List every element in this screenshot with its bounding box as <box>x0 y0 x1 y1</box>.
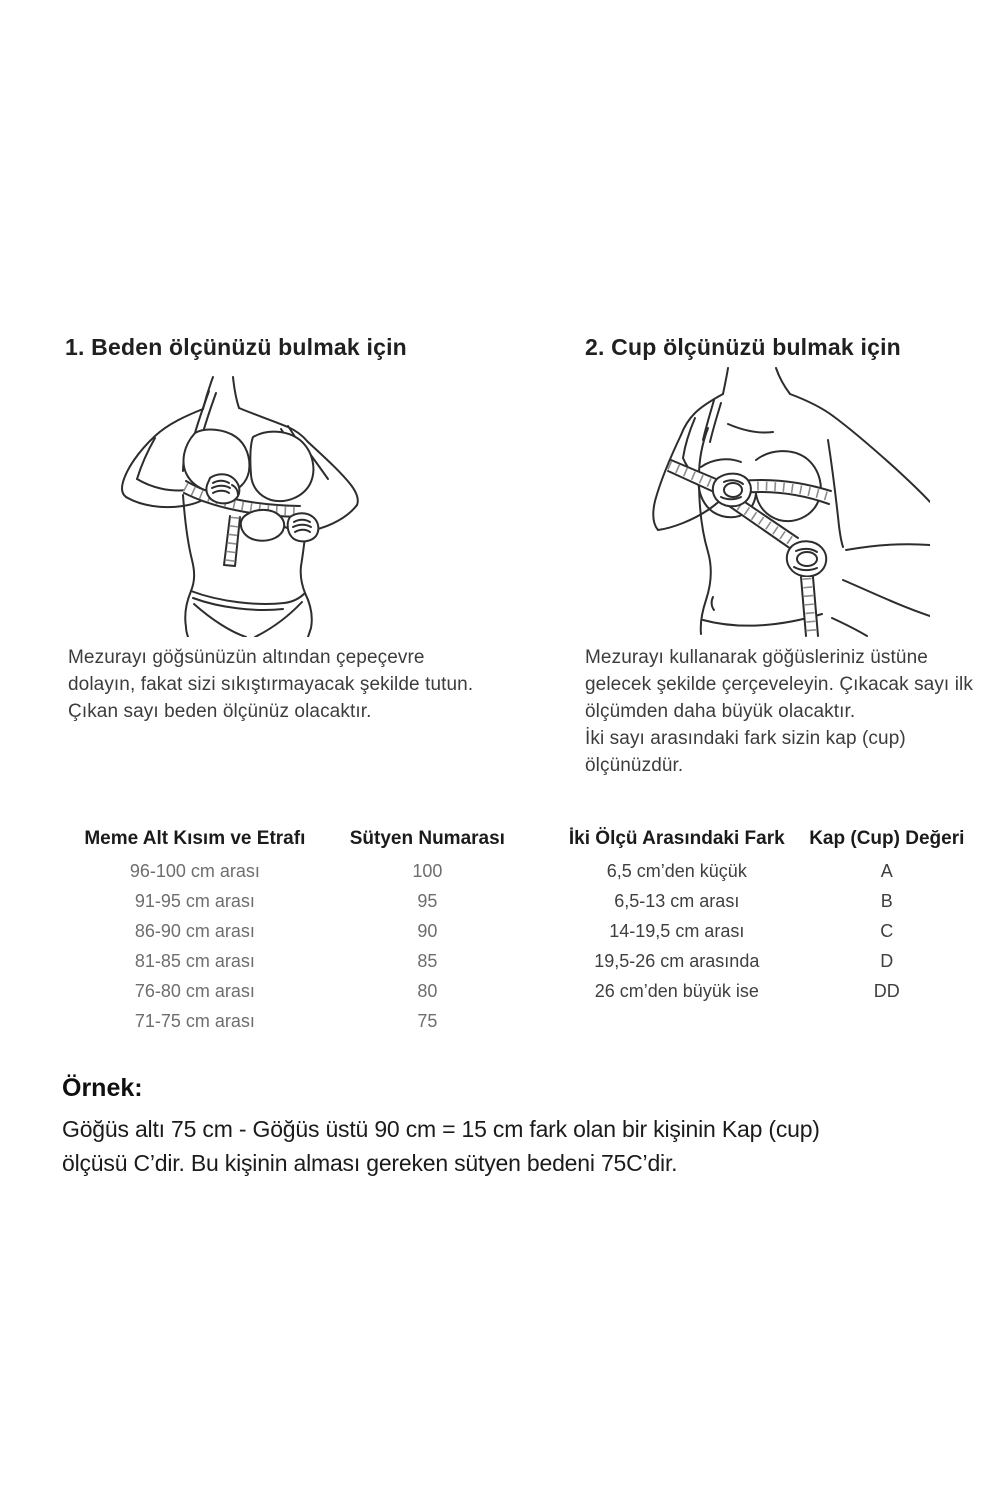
cup-table-header-value: Kap (Cup) Değeri <box>809 828 965 849</box>
cup-size-table <box>555 822 975 1006</box>
band-table-header-row <box>60 822 525 856</box>
example-text-line2: ölçüsü C’dir. Bu kişinin alması gereken sütyen bedeni 75C’dir. <box>62 1150 678 1176</box>
band-range-cell: 96-100 cm arası <box>129 860 260 881</box>
band-size-cell: 90 <box>417 920 438 941</box>
band-size-cell: 80 <box>417 980 438 1001</box>
example-section <box>62 1074 962 1180</box>
cup-table-header-row <box>555 822 975 856</box>
band-size-section-heading: 1. Beden ölçünüzü bulmak için <box>65 334 407 360</box>
cup-value-cell: D <box>880 950 894 971</box>
example-text-line1: Göğüs altı 75 cm - Göğüs üstü 90 cm = 15 cm fark olan bir kişinin Kap (cup) <box>62 1116 820 1142</box>
band-size-cell: 85 <box>417 950 438 971</box>
band-table-header-measurement: Meme Alt Kısım ve Etrafı <box>84 828 306 849</box>
table-row <box>60 1006 525 1036</box>
band-range-cell: 81-85 cm arası <box>134 950 255 971</box>
table-row <box>555 946 975 976</box>
cup-range-cell: 26 cm’den büyük ise <box>594 980 759 1001</box>
example-title: Örnek: <box>62 1074 143 1102</box>
cup-range-cell: 6,5 cm’den küçük <box>606 860 747 881</box>
table-row <box>60 976 525 1006</box>
cup-value-cell: A <box>880 860 893 881</box>
cup-table-header-difference: İki Ölçü Arasındaki Fark <box>568 828 785 849</box>
band-measure-description: Mezurayı göğsünüzün altından çepeçevre dolayın, fakat sizi sıkıştırmayacak şekilde tutun. Çıkan sayı beden ölçünüz olacaktır. <box>68 647 474 722</box>
table-row <box>555 916 975 946</box>
cup-value-cell: C <box>880 920 894 941</box>
cup-range-cell: 14-19,5 cm arası <box>609 920 745 941</box>
band-range-cell: 76-80 cm arası <box>134 980 255 1001</box>
band-range-cell: 71-75 cm arası <box>134 1010 255 1031</box>
cup-value-cell: B <box>880 890 893 911</box>
table-row <box>555 856 975 886</box>
cup-measure-description <box>585 645 985 780</box>
table-row <box>60 886 525 916</box>
band-size-cell: 95 <box>417 890 438 911</box>
table-row <box>60 916 525 946</box>
band-size-table <box>60 822 525 1036</box>
band-range-cell: 86-90 cm arası <box>134 920 255 941</box>
cup-range-cell: 6,5-13 cm arası <box>614 890 740 911</box>
cup-measure-description-part1: Mezurayı kullanarak göğüsleriniz üstüne gelecek şekilde çerçeveleyin. Çıkacak sayı ilk ölçümden daha büyük olacaktır. <box>585 647 973 722</box>
cup-size-section-heading: 2. Cup ölçünüzü bulmak için <box>585 334 901 360</box>
table-row <box>555 886 975 916</box>
band-size-cell: 100 <box>412 860 443 881</box>
overbust-measurement-illustration <box>600 366 930 638</box>
cup-range-cell: 19,5-26 cm arasında <box>594 950 760 971</box>
band-range-cell: 91-95 cm arası <box>134 890 255 911</box>
table-row <box>555 976 975 1006</box>
band-table-header-size: Sütyen Numarası <box>349 828 505 849</box>
table-row <box>60 946 525 976</box>
cup-measure-description-part2: İki sayı arasındaki fark sizin kap (cup) ölçünüzdür. <box>585 727 906 776</box>
underbust-measurement-illustration <box>100 375 420 637</box>
table-row <box>60 856 525 886</box>
band-size-cell: 75 <box>417 1010 438 1031</box>
cup-value-cell: DD <box>873 980 900 1001</box>
